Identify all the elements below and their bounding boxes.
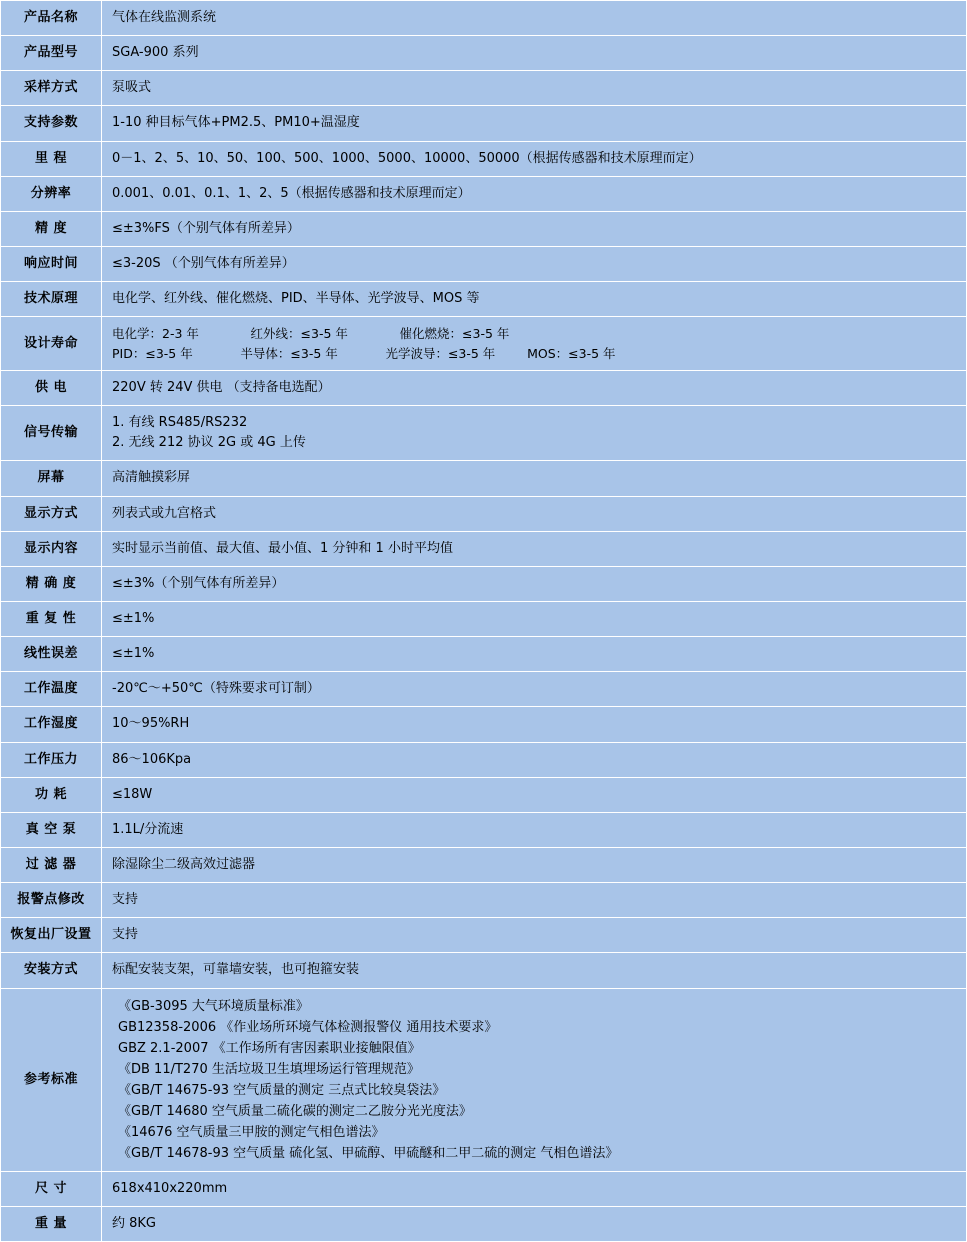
row-label: 安装方式 [1, 953, 102, 988]
row-value-line: 约 8KG [112, 1216, 157, 1232]
table-row [1, 282, 967, 317]
row-value-line: SGA-900 系列 [112, 45, 199, 61]
row-value-line: 气体在线监测系统 [112, 10, 217, 25]
row-label: 报警点修改 [1, 883, 102, 918]
row-value [102, 742, 967, 777]
row-value [102, 406, 967, 461]
row-label: 真 空 泵 [1, 812, 102, 847]
table-row [1, 672, 967, 707]
row-value [102, 847, 967, 882]
row-value-line: ≤18W [112, 786, 153, 802]
table-row [1, 406, 967, 461]
row-value [102, 953, 967, 988]
row-value [102, 211, 967, 246]
row-value [102, 36, 967, 71]
row-value-line: ≤±1% [112, 646, 155, 662]
row-label: 过 滤 器 [1, 847, 102, 882]
row-label: 产品型号 [1, 36, 102, 71]
row-value-line: 支持 [112, 892, 139, 908]
table-row [1, 246, 967, 281]
row-value-line: 10～95%RH [112, 716, 190, 732]
table-row [1, 36, 967, 71]
row-label: 重 复 性 [1, 602, 102, 637]
row-value-line: 86～106Kpa [112, 751, 192, 767]
row-label: 供 电 [1, 371, 102, 406]
row-label: 恢复出厂设置 [1, 918, 102, 953]
row-value [102, 602, 967, 637]
row-value [102, 777, 967, 812]
row-value-line: 高清触摸彩屏 [112, 470, 191, 486]
row-value-line: ≤3-20S （个别气体有所差异） [112, 255, 295, 271]
row-value [102, 707, 967, 742]
row-value-line: ≤±1% [112, 611, 155, 626]
row-label: 里 程 [1, 141, 102, 176]
row-label: 产品名称 [1, 1, 102, 36]
row-label: 尺 寸 [1, 1171, 102, 1206]
row-value-line: 0－1、2、5、10、50、100、500、1000、5000、10000、50000（根据传感器和技术原理而定） [112, 150, 702, 166]
row-value-line: 支持 [112, 927, 139, 943]
row-value [102, 176, 967, 211]
row-value [102, 988, 967, 1171]
row-value-line: 《14676 空气质量三甲胺的测定气相色谱法》 [118, 1124, 385, 1140]
table-row [1, 918, 967, 953]
row-value-line: 0.001、0.01、0.1、1、2、5（根据传感器和技术原理而定） [112, 185, 471, 201]
table-row [1, 317, 967, 371]
row-value-line: 《GB/T 14675-93 空气质量的测定 三点式比较臭袋法》 [118, 1082, 446, 1098]
row-value-line: 1.1L/分流速 [112, 821, 184, 837]
row-value [102, 71, 967, 106]
row-label: 显示内容 [1, 531, 102, 566]
table-row [1, 742, 967, 777]
row-value-line: GBZ 2.1-2007 《工作场所有害因素职业接触限值》 [118, 1040, 421, 1056]
row-label: 采样方式 [1, 71, 102, 106]
specification-table-body [1, 1, 967, 1242]
table-row [1, 1, 967, 36]
row-value-line: 电化学、红外线、催化燃烧、PID、半导体、光学波导、MOS 等 [112, 291, 480, 307]
table-row [1, 637, 967, 672]
table-row [1, 777, 967, 812]
row-value-line: 标配安装支架，可靠墙安装，也可抱箍安装 [112, 962, 360, 978]
row-label: 显示方式 [1, 496, 102, 531]
table-row [1, 953, 967, 988]
table-row [1, 566, 967, 601]
row-value [102, 1171, 967, 1206]
row-label: 信号传输 [1, 406, 102, 461]
table-row [1, 531, 967, 566]
row-value-line: 《DB 11/T270 生活垃圾卫生填埋场运行管理规范》 [118, 1061, 420, 1077]
row-label: 重 量 [1, 1207, 102, 1242]
row-value-line: -20℃～+50℃（特殊要求可订制） [112, 681, 320, 697]
row-value-line: 泵吸式 [112, 80, 152, 96]
table-row [1, 847, 967, 882]
row-value-line: 列表式或九宫格式 [112, 505, 217, 521]
row-value [102, 672, 967, 707]
row-value-line: ≤±3%（个别气体有所差异） [112, 575, 285, 591]
row-label: 工作压力 [1, 742, 102, 777]
row-value-line: 2. 无线 212 协议 2G 或 4G 上传 [112, 435, 306, 451]
row-value [102, 637, 967, 672]
row-label: 技术原理 [1, 282, 102, 317]
table-row [1, 461, 967, 496]
row-label: 响应时间 [1, 246, 102, 281]
table-row [1, 106, 967, 141]
table-row [1, 141, 967, 176]
row-value [102, 566, 967, 601]
row-value-line: 实时显示当前值、最大值、最小值、1 分钟和 1 小时平均值 [112, 540, 453, 556]
row-value [102, 812, 967, 847]
table-row [1, 211, 967, 246]
row-label: 功 耗 [1, 777, 102, 812]
row-label: 工作温度 [1, 672, 102, 707]
row-value [102, 883, 967, 918]
table-row [1, 176, 967, 211]
table-row [1, 812, 967, 847]
table-row [1, 602, 967, 637]
row-label: 支持参数 [1, 106, 102, 141]
row-value-line: PID：≤3-5 年 半导体：≤3-5 年 光学波导：≤3-5 年 MOS：≤3-5 年 [112, 345, 616, 361]
row-value-line: 除湿除尘二级高效过滤器 [112, 856, 256, 872]
row-value [102, 531, 967, 566]
row-value-line: 《GB/T 14678-93 空气质量 硫化氢、甲硫醇、甲硫醚和二甲二硫的测定 气相色谱法》 [118, 1145, 619, 1161]
row-label: 设计寿命 [1, 317, 102, 371]
row-value-line: 1. 有线 RS485/RS232 [112, 415, 248, 431]
row-label: 精 度 [1, 211, 102, 246]
row-value-line: 618x410x220mm [112, 1180, 228, 1196]
row-value [102, 246, 967, 281]
row-value-line: 《GB-3095 大气环境质量标准》 [118, 998, 309, 1014]
row-value [102, 141, 967, 176]
table-row [1, 71, 967, 106]
table-row [1, 707, 967, 742]
row-label: 线性误差 [1, 637, 102, 672]
row-value [102, 282, 967, 317]
table-row [1, 371, 967, 406]
table-row [1, 1207, 967, 1242]
table-row [1, 988, 967, 1171]
row-value-line: 电化学：2-3 年 红外线：≤3-5 年 催化燃烧：≤3-5 年 [112, 326, 510, 342]
row-value-line: 220V 转 24V 供电 （支持备电选配） [112, 380, 331, 396]
row-value-line: ≤±3%FS（个别气体有所差异） [112, 220, 300, 236]
row-label: 参考标准 [1, 988, 102, 1171]
row-value [102, 496, 967, 531]
row-value [102, 317, 967, 371]
row-value-line: GB12358-2006 《作业场所环境气体检测报警仪 通用技术要求》 [118, 1019, 498, 1035]
table-row [1, 1171, 967, 1206]
row-value [102, 461, 967, 496]
table-row [1, 883, 967, 918]
row-label: 精 确 度 [1, 566, 102, 601]
row-value-line: 1-10 种目标气体+PM2.5、PM10+温湿度 [112, 115, 360, 131]
row-value-line: 《GB/T 14680 空气质量二硫化碳的测定二乙胺分光光度法》 [118, 1103, 472, 1119]
row-label: 工作湿度 [1, 707, 102, 742]
row-value [102, 1207, 967, 1242]
table-row [1, 496, 967, 531]
row-value [102, 1, 967, 36]
row-label: 分辨率 [1, 176, 102, 211]
row-value [102, 106, 967, 141]
row-value [102, 371, 967, 406]
row-label: 屏幕 [1, 461, 102, 496]
row-value [102, 918, 967, 953]
